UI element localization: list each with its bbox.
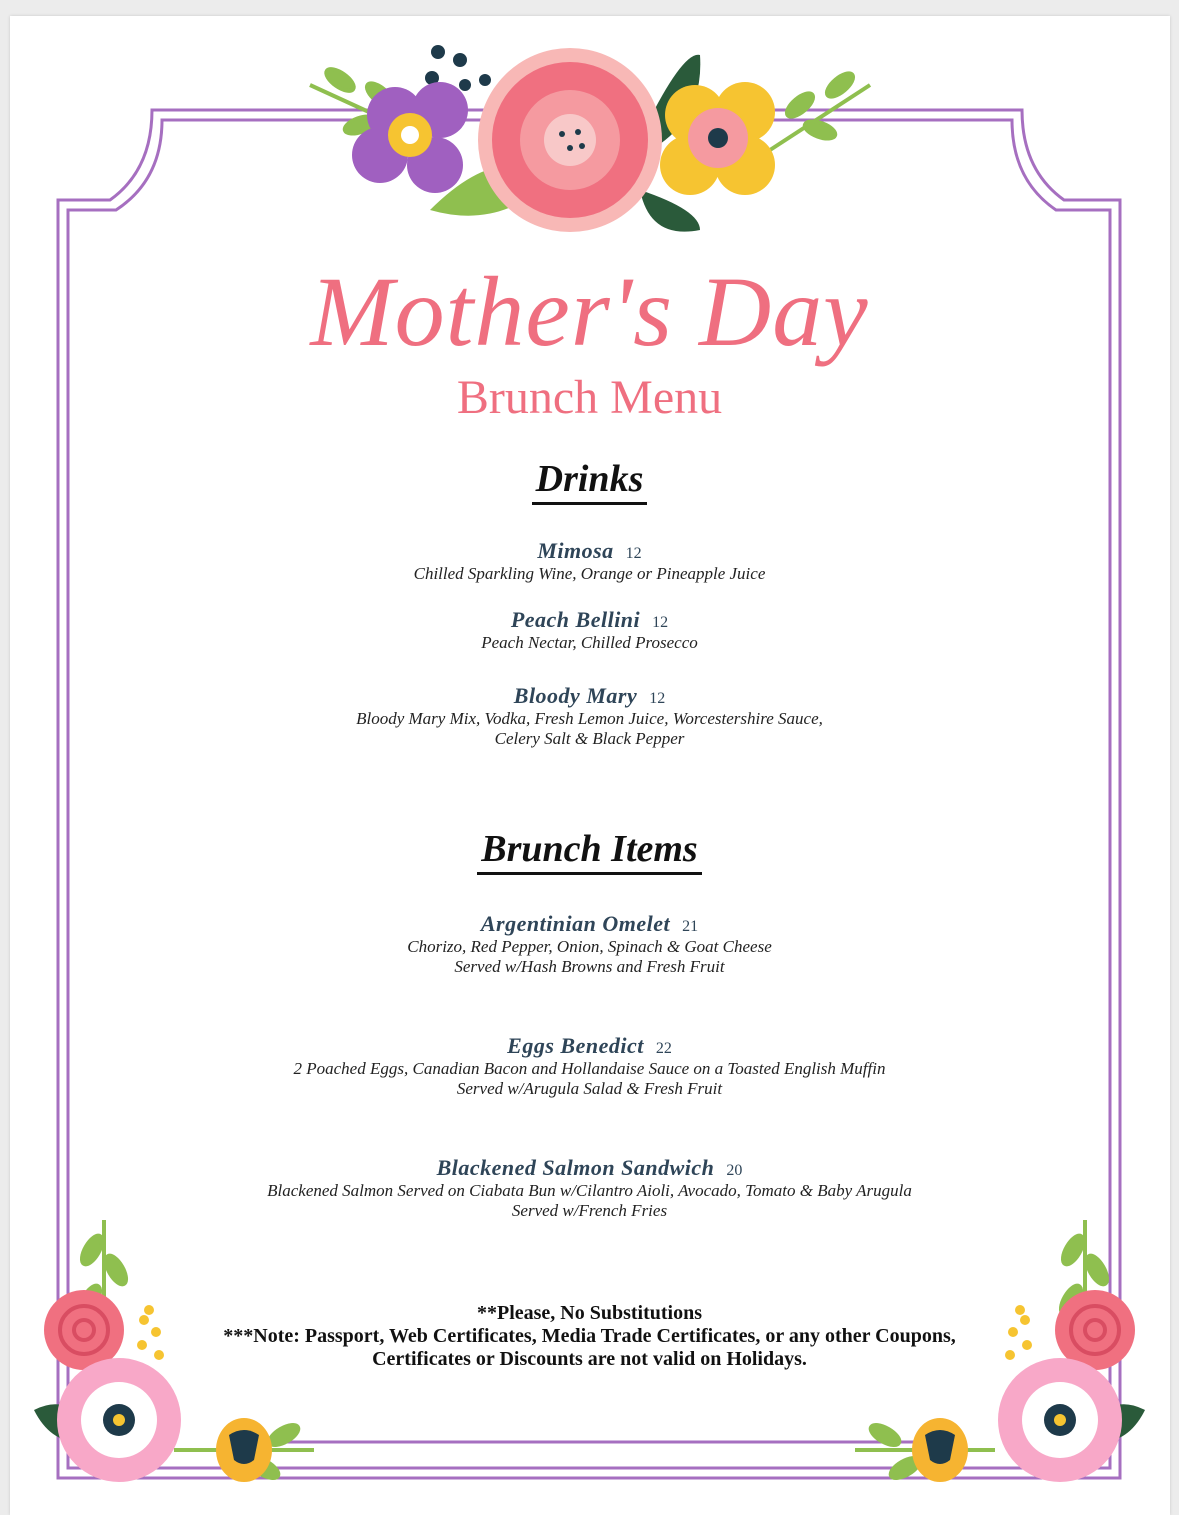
item-description: Bloody Mary Mix, Vodka, Fresh Lemon Juice, Worcestershire Sauce, bbox=[356, 709, 823, 728]
item-name: Bloody Mary bbox=[513, 683, 638, 708]
item-description: Chilled Sparkling Wine, Orange or Pineapple Juice bbox=[413, 564, 766, 583]
menu-item-argentinian-omelet bbox=[0, 911, 1179, 977]
item-description: Served w/Hash Browns and Fresh Fruit bbox=[454, 957, 725, 976]
item-price: 22 bbox=[655, 1040, 672, 1057]
item-name: Peach Bellini bbox=[510, 607, 641, 632]
item-name: Argentinian Omelet bbox=[480, 911, 671, 936]
menu-item-blackened-salmon-sandwich bbox=[0, 1155, 1179, 1221]
page-subtitle: Brunch Menu bbox=[456, 371, 723, 424]
page-title: Mother's Day bbox=[310, 256, 869, 367]
pink-flower-icon bbox=[998, 1358, 1122, 1482]
green-leaf bbox=[640, 190, 700, 232]
item-name: Blackened Salmon Sandwich bbox=[436, 1155, 715, 1180]
menu-item-peach-bellini bbox=[0, 607, 1179, 653]
item-name: Mimosa bbox=[537, 538, 614, 563]
item-description: Chorizo, Red Pepper, Onion, Spinach & Goat Cheese bbox=[407, 937, 772, 956]
brunch-items-heading-text: Brunch Items bbox=[477, 828, 701, 875]
item-price: 20 bbox=[726, 1162, 743, 1179]
item-price: 12 bbox=[649, 690, 666, 707]
yellow-bud-icon bbox=[912, 1418, 968, 1482]
note-certificates: ***Note: Passport, Web Certificates, Media Trade Certificates, or any other Coupons, bbox=[223, 1325, 956, 1347]
menu-notes bbox=[0, 1302, 1179, 1371]
yellow-bud-icon bbox=[216, 1418, 272, 1482]
item-description: 2 Poached Eggs, Canadian Bacon and Hollandaise Sauce on a Toasted English Muffin bbox=[293, 1059, 886, 1078]
top-flower-bouquet bbox=[300, 30, 880, 240]
note-holidays: Certificates or Discounts are not valid on Holidays. bbox=[372, 1348, 807, 1370]
item-description: Blackened Salmon Served on Ciabata Bun w/Cilantro Aioli, Avocado, Tomato & Baby Arugula bbox=[267, 1181, 912, 1200]
menu-item-bloody-mary bbox=[0, 683, 1179, 749]
item-price: 21 bbox=[682, 918, 699, 935]
leaf-sprig-right bbox=[770, 69, 870, 150]
drinks-heading bbox=[0, 460, 1179, 498]
brunch-items-heading bbox=[0, 830, 1179, 868]
item-description: Celery Salt & Black Pepper bbox=[494, 729, 685, 748]
item-description: Served w/French Fries bbox=[511, 1201, 668, 1220]
menu-item-eggs-benedict bbox=[0, 1033, 1179, 1099]
item-price: 12 bbox=[625, 545, 642, 562]
drinks-heading-text: Drinks bbox=[532, 458, 648, 505]
pink-dahlia-icon bbox=[478, 48, 662, 232]
yellow-flower-icon bbox=[660, 82, 775, 195]
item-description: Served w/Arugula Salad & Fresh Fruit bbox=[456, 1079, 723, 1098]
note-no-substitutions: **Please, No Substitutions bbox=[476, 1302, 703, 1324]
menu-item-mimosa bbox=[0, 538, 1179, 584]
item-name: Eggs Benedict bbox=[507, 1033, 644, 1058]
item-price: 12 bbox=[652, 614, 669, 631]
pink-flower-icon bbox=[57, 1358, 181, 1482]
item-description: Peach Nectar, Chilled Prosecco bbox=[481, 633, 698, 652]
purple-flower-icon bbox=[352, 82, 468, 193]
